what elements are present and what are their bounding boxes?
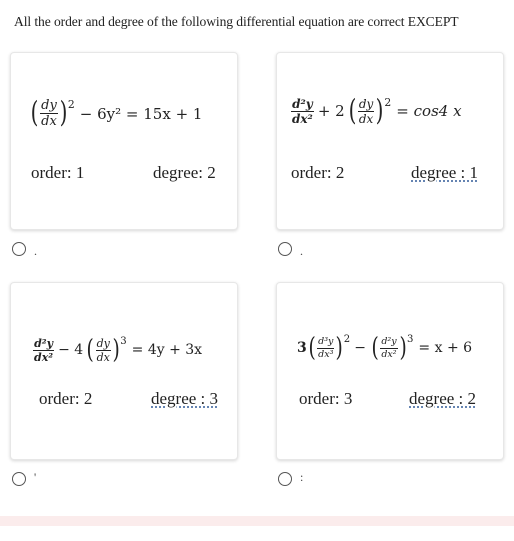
degree-label-3: degree : 3 xyxy=(151,389,219,408)
order-label-3: order: 2 xyxy=(39,389,93,408)
bottom-strip xyxy=(0,516,514,526)
order-label-4: order: 3 xyxy=(299,389,353,408)
option-radio-4[interactable] xyxy=(278,472,292,486)
option-card-4[interactable] xyxy=(276,282,504,460)
degree-label-1: degree: 2 xyxy=(153,163,216,182)
question-text: All the order and degree of the following differential equation are correct EXCEPT xyxy=(14,14,459,29)
option-card-2[interactable] xyxy=(276,52,504,230)
option-card-3[interactable] xyxy=(10,282,238,460)
option-mark-3: ' xyxy=(34,470,37,484)
option-radio-2[interactable] xyxy=(278,242,292,256)
degree-label-4: degree : 2 xyxy=(409,389,477,408)
degree-label-2: degree : 1 xyxy=(411,163,479,182)
equation-2: $\frac{\text{d²y}}{\text{dx²}}$ + 2 ( $\frac{dy}{dx}$ ) 2 = cos4 x xyxy=(292,94,462,127)
order-label-1: order: 1 xyxy=(31,163,85,182)
option-radio-3[interactable] xyxy=(12,472,26,486)
option-mark-1: . xyxy=(34,244,37,258)
equation-4: 3 ( $\frac{\text{d³y}}{\text{dx³}}$ ) 2 − ( $\frac{\text{d²y}}{\text{dx²}}$ ) 3 = x + 6 xyxy=(297,332,473,363)
equation-1: ( $\frac{dy}{dx}$ ) 2 − 6y² = 15x + 1 xyxy=(30,96,203,130)
option-radio-1[interactable] xyxy=(12,242,26,256)
option-mark-2: . xyxy=(300,244,303,258)
order-label-2: order: 2 xyxy=(291,163,345,182)
equation-3: $\frac{\text{d²y}}{\text{dx²}}$ − 4 ( $\frac{dy}{dx}$ ) 3 = 4y + 3x xyxy=(34,334,203,365)
option-card-1[interactable] xyxy=(10,52,238,230)
option-mark-4: : xyxy=(300,470,304,484)
